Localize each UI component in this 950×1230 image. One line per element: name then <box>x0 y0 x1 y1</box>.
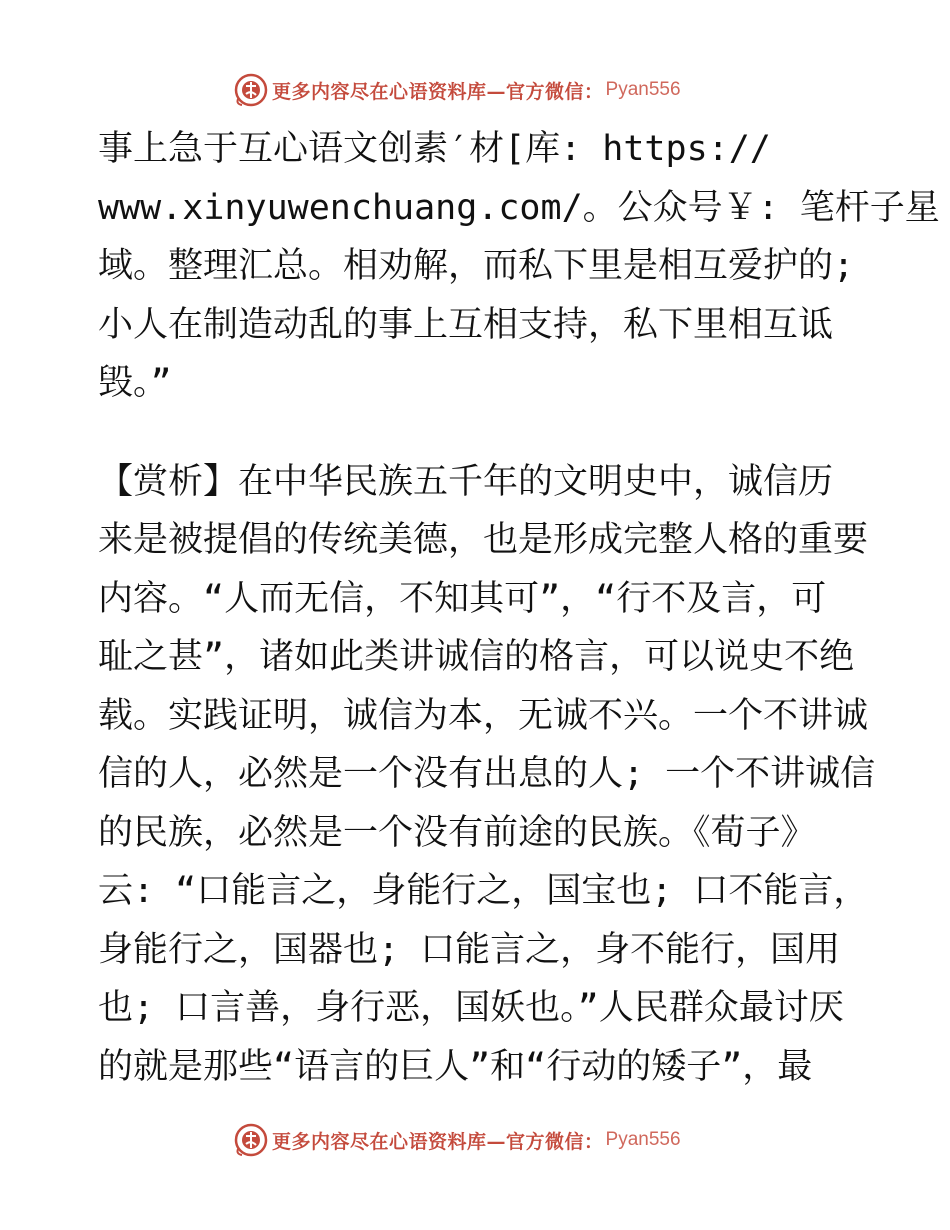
banner-text: 更多内容尽在心语资料库—官方微信： <box>272 80 604 103</box>
document-body <box>98 120 940 1096</box>
wechat-id: Pyan556 <box>605 79 681 100</box>
paragraph <box>98 120 940 413</box>
footer-banner <box>234 1122 681 1158</box>
text-line: 内容。“人而无信，不知其可”，“行不及言，可 <box>98 578 827 619</box>
text-line: 耻之甚”，诸如此类讲诚信的格言，可以说史不绝 <box>98 637 855 677</box>
seal-logo-icon <box>234 1123 268 1157</box>
text-line: 的民族，必然是一个没有前途的民族。《荀子》 <box>98 812 816 853</box>
seal-logo-icon <box>234 73 268 107</box>
text-line: 云: “口能言之，身能行之，国宝也; 口不能言， <box>98 871 869 911</box>
banner-text: 更多内容尽在心语资料库—官方微信： <box>272 1130 604 1153</box>
text-line: 事上急于互心语文创素′材[库: https:// <box>98 129 771 169</box>
text-line: 毁。” <box>98 363 172 403</box>
text-line: 的就是那些“语言的巨人”和“行动的矮子”，最 <box>98 1046 813 1087</box>
header-banner <box>234 72 681 108</box>
text-line: 【赏析】在中华民族五千年的文明史中，诚信历 <box>98 461 834 502</box>
text-line: 身能行之，国器也; 口能言之，身不能行，国用 <box>98 929 841 970</box>
text-line: 来是被提倡的传统美德，也是形成完整人格的重要 <box>98 520 869 560</box>
text-line: 小人在制造动乱的事上互相支持，私下里相互诋 <box>98 304 834 345</box>
paragraph <box>98 453 876 1097</box>
text-line: 载。实践证明，诚信为本，无诚不兴。一个不讲诚 <box>98 695 869 736</box>
wechat-id: Pyan556 <box>605 1129 681 1150</box>
text-line: www.xinyuwenchuang.com/。公众号￥: 笔杆子星 <box>98 187 940 228</box>
text-line: 也; 口言善，身行恶，国妖也。”人民群众最讨厌 <box>98 988 844 1028</box>
text-line: 域。整理汇总。相劝解，而私下里是相互爱护的; <box>98 246 855 286</box>
text-line: 信的人，必然是一个没有出息的人; 一个不讲诚信 <box>98 754 876 794</box>
paragraph-gap <box>98 413 858 453</box>
